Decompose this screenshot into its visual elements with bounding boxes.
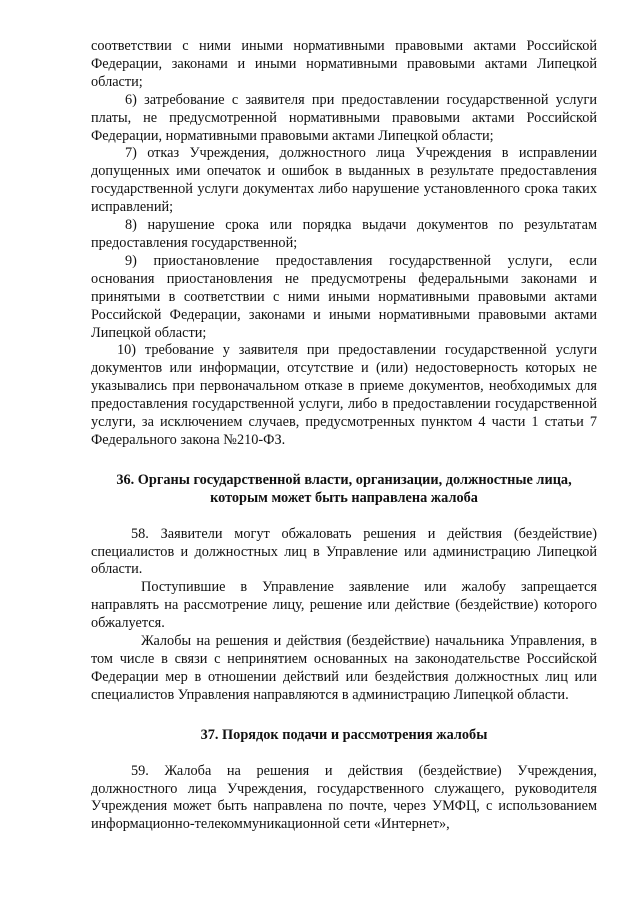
spacer	[91, 745, 597, 763]
paragraph-58-second: Поступившие в Управление заявление или жалобу запрещается направлять на рассмотрение лицу, решение или действие (бездействие) которого обжалуется.	[91, 579, 597, 632]
spacer	[91, 450, 597, 472]
section-heading-36: 36. Органы государственной власти, организации, должностные лица, которым может быть направлена жалоба	[116, 471, 572, 506]
spacer	[91, 705, 597, 727]
list-item-6: 6) затребование с заявителя при предоставлении государственной услуги платы, не предусмотренной нормативными правовыми актами Российской Федерации, нормативными правовыми актами Липецкой области;	[91, 91, 597, 144]
document-page	[91, 38, 597, 834]
spacer	[91, 508, 597, 526]
list-item-7: 7) отказ Учреждения, должностного лица Учреждения в исправлении допущенных ими опечаток и ошибок в выданных в результате предоставления государственной услуги документах либо нарушение установленного срока таких исправлений;	[91, 145, 597, 216]
list-item-9: 9) приостановление предоставления государственной услуги, если основания приостановления не предусмотрены федеральными законами и принятыми в соответствии с ними иными нормативными правовыми актами Российской Федерации, законами и иными нормативными правовыми актами Липецкой области;	[91, 252, 597, 341]
paragraph-continuation: соответствии с ними иными нормативными правовыми актами Российской Федерации, законами и иными нормативными правовыми актами Липецкой области;	[91, 38, 597, 90]
paragraph-58: 58. Заявители могут обжаловать решения и действия (бездействие) специалистов и должностных лиц в Управление или администрацию Липецкой области.	[91, 525, 597, 578]
list-item-10: 10) требование у заявителя при предоставлении государственной услуги документов или информации, отсутствие и (или) недостоверность которых не указывались при первоначальном отказе в приеме документов, необходимых для предоставления государственной услуги, либо в предоставлении государственной услуги, за исключением случаев, предусмотренных пунктом 4 части 1 статьи 7 Федерального закона №210-ФЗ.	[91, 342, 597, 448]
list-item-8: 8) нарушение срока или порядка выдачи документов по результатам предоставления государственной;	[91, 217, 597, 251]
paragraph-58-third: Жалобы на решения и действия (бездействие) начальника Управления, в том числе в связи с непринятием основанных на законодательстве Российской Федерации мер в отношении действий или бездействия должностных лиц или специалистов Управления направляются в администрацию Липецкой области.	[91, 633, 597, 703]
section-heading-37: 37. Порядок подачи и рассмотрения жалобы	[200, 726, 488, 743]
paragraph-59: 59. Жалоба на решения и действия (бездействие) Учреждения, должностного лица Учреждения, государственного служащего, руководителя Учреждения может быть направлена по почте, через УМФЦ, с использованием информационно-телекоммуникационной сети «Интернет»,	[91, 762, 597, 833]
